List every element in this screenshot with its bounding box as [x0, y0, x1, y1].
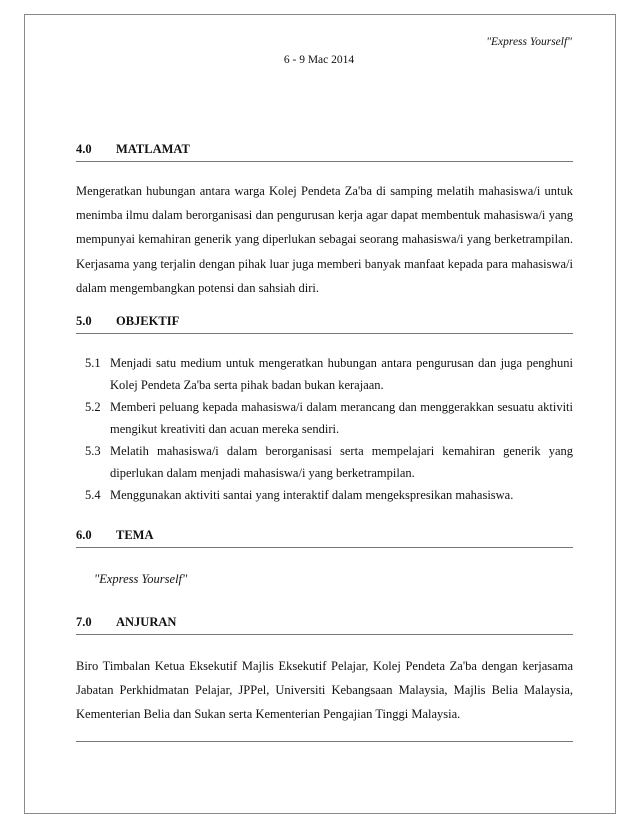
section-tema-heading [76, 528, 573, 548]
list-item-text: Melatih mahasiswa/i dalam berorganisasi serta mempelajari kemahiran generik yang diperlukan dalam menjadi mahasiswa/i yang berketrampilan. [110, 444, 573, 480]
section-number: 4.0 [76, 142, 92, 156]
section-title: MATLAMAT [116, 142, 190, 156]
list-item [85, 484, 573, 506]
section-anjuran-heading [76, 615, 573, 635]
list-item-number: 5.4 [85, 488, 101, 502]
list-item [85, 352, 573, 396]
header-date: 6 - 9 Mac 2014 [283, 54, 355, 66]
section-number: 7.0 [76, 615, 92, 629]
anjuran-paragraph: Biro Timbalan Ketua Eksekutif Majlis Eksekutif Pelajar, Kolej Pendeta Za'ba dengan kerjasama Jabatan Perkhidmatan Pelajar, JPPel, Universiti Kebangsaan Malaysia, Majlis Belia Malaysia, Kementerian Belia dan Sukan serta Kementerian Pengajian Tinggi Malaysia. [76, 659, 573, 722]
header-title: "Express Yourself" [486, 36, 572, 48]
list-item-text: Menggunakan aktiviti santai yang interaktif dalam mengekspresikan mahasiswa. [110, 488, 514, 502]
list-item [85, 440, 573, 484]
section-number: 5.0 [76, 314, 92, 328]
list-item [85, 396, 573, 440]
section-title: ANJURAN [116, 615, 177, 629]
section-title: OBJEKTIF [116, 314, 180, 328]
bottom-divider [76, 741, 573, 742]
section-number: 6.0 [76, 528, 92, 542]
list-item-text: Memberi peluang kepada mahasiswa/i dalam merancang dan menggerakkan sesuatu aktiviti mengikut kreativiti dan acuan mereka sendiri. [110, 400, 573, 436]
tema-text: "Express Yourself" [94, 572, 188, 586]
matlamat-paragraph: Mengeratkan hubungan antara warga Kolej Pendeta Za'ba di samping melatih mahasiswa/i untuk menimba ilmu dalam berorganisasi dan pengurusan kerja agar dapat membentuk mahasiswa/i yang mempunyai kemahiran generik yang diperlukan sebagai seorang mahasiswa/i yang berketrampilan. Kerjasama yang terjalin dengan pihak luar juga memberi banyak manfaat kepada para mahasiswa/i dalam mengembangkan potensi dan sahsiah diri. [76, 184, 573, 295]
list-item-number: 5.1 [85, 356, 101, 370]
section-objektif-heading [76, 314, 573, 334]
section-title: TEMA [116, 528, 154, 542]
list-item-text: Menjadi satu medium untuk mengeratkan hubungan antara pengurusan dan juga penghuni Kolej Pendeta Za'ba serta pihak badan bukan kerajaan. [110, 356, 573, 392]
section-matlamat-heading [76, 142, 573, 162]
list-item-number: 5.3 [85, 444, 101, 458]
objektif-list [85, 352, 573, 506]
list-item-number: 5.2 [85, 400, 101, 414]
